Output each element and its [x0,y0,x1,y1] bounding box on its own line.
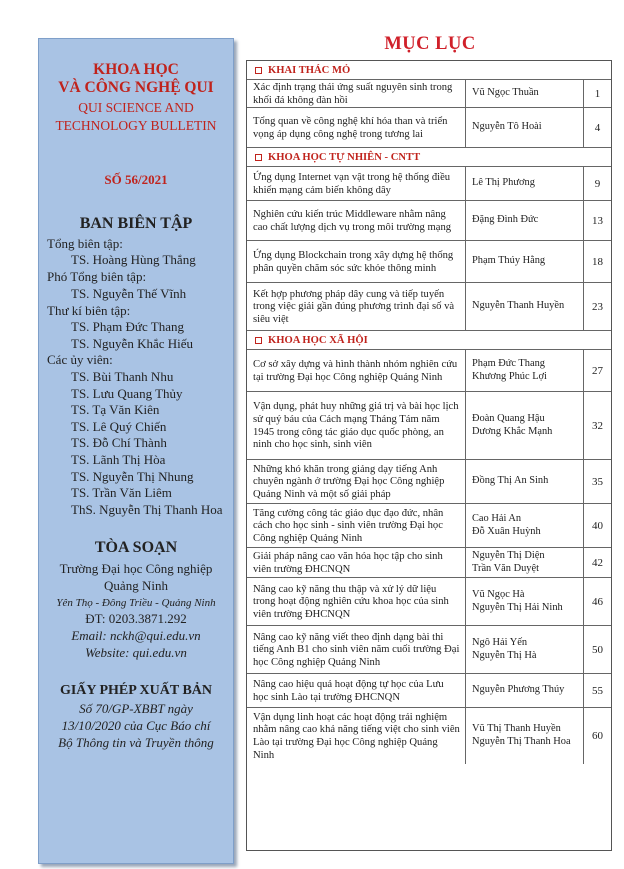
deputy-name: TS. Nguyễn Thế Vĩnh [71,286,187,301]
article-title: Ứng dụng Internet vạn vật trong hệ thống điều khiển mạng cảm biến không dây [247,167,466,200]
member-name: ThS. Nguyễn Thị Thanh Hoa [71,502,223,517]
toc-row [247,460,611,504]
article-authors [466,283,584,330]
article-page: 42 [592,556,603,569]
author-name: Vũ Ngọc Thuần [472,87,539,99]
article-authors [466,241,584,282]
article-title: Nâng cao hiệu quả hoạt động tự học của Lưu học sinh Lào tại trường ĐHCNQN [247,674,466,707]
member-name: TS. Nguyễn Thị Nhung [71,469,194,484]
article-authors [466,80,584,107]
checkbox-icon [255,154,262,161]
section-header [247,61,611,80]
deputy-label: Phó Tổng biên tập: [47,269,147,284]
member-name: TS. Trần Văn Liêm [71,485,172,500]
member-name: TS. Tạ Văn Kiên [71,402,160,417]
section-title: KHAI THÁC MỎ [268,64,351,76]
office-address: Yên Thọ - Đông Triều - Quảng Ninh [56,597,216,609]
article-title: Vận dụng, phát huy những giá trị và bài học lịch sử quý báu của Cách mạng Tháng Tám năm 1945 trong công tác giáo dục quốc phòng, an ninh cho học sinh, sinh viên [247,392,466,459]
toc-row [247,108,611,148]
author-name: Đặng Đình Đức [472,214,539,226]
article-title: Cơ sở xây dựng và hình thành nhóm nghiên cứu tại trường Đại học Công nghiệp Quảng Ninh [247,350,466,391]
toc-table [246,60,612,851]
journal-title-line1: KHOA HỌC [93,61,179,78]
article-authors [466,504,584,547]
member-name: TS. Đỗ Chí Thành [71,435,167,450]
article-title: Giải pháp nâng cao văn hóa học tập cho sinh viên trường ĐHCNQN [247,548,466,577]
author-name: Đồng Thị An Sinh [472,475,549,487]
article-title: Nâng cao kỹ năng viết theo định dạng bài thi tiếng Anh B1 cho sinh viên năm cuối trường Đại học Công nghiệp Quảng Ninh [247,626,466,673]
article-authors [466,167,584,200]
editor-chief-label: Tổng biên tập: [47,236,123,251]
author-name: Khương Phúc Lợi [472,370,547,382]
license-heading: GIẤY PHÉP XUẤT BẢN [59,683,213,698]
article-title: Nghiên cứu kiến trúc Middleware nhằm nâng cao chất lượng dịch vụ trong môi trường mạng [247,201,466,240]
secretary-name: TS. Nguyễn Khắc Hiếu [71,336,194,351]
toc-row [247,504,611,548]
section-title: KHOA HỌC XÃ HỘI [268,334,368,346]
toc-row [247,708,611,764]
author-name: Lê Thị Phương [472,177,535,189]
author-name: Nguyễn Thị Diện [472,549,545,561]
section-title: KHOA HỌC TỰ NHIÊN - CNTT [268,151,421,163]
office-heading: TÒA SOẠN [94,539,178,556]
article-title: Nâng cao kỹ năng thu thập và xử lý dữ liệu trong hoạt động nghiên cứu khoa học của sinh viên trường ĐHCNQN [247,578,466,625]
article-page: 32 [592,419,603,432]
article-title: Tổng quan về công nghệ khí hóa than và triển vọng áp dụng công nghệ trong tương lai [247,108,466,147]
article-page: 50 [592,643,603,656]
toc-row [247,392,611,460]
member-name: TS. Lê Quý Chiến [71,419,167,434]
license-line3: Bộ Thông tin và Truyền thông [58,735,214,750]
author-name: Dương Khắc Mạnh [472,425,553,437]
board-heading: BAN BIÊN TẬP [79,215,193,232]
toc-row [247,578,611,626]
article-page: 40 [592,519,603,532]
author-name: Nguyễn Thị Hải Ninh [472,601,563,613]
toc-row [247,674,611,708]
toc-row [247,350,611,392]
article-authors [466,350,584,391]
article-page: 4 [594,121,601,134]
article-title: Ứng dụng Blockchain trong xây dựng hệ thống phân quyền chăm sóc sức khỏe thông minh [247,241,466,282]
toc-row [247,626,611,674]
secretary-name: TS. Phạm Đức Thang [71,319,184,334]
toc-row [247,548,611,578]
office-name-line1: Trường Đại học Công nghiệp [59,561,213,576]
toc-title: MỤC LỤC [384,34,476,54]
license-line1: Số 70/GP-XBBT ngày [79,701,193,716]
article-authors [466,392,584,459]
journal-subtitle-line2: TECHNOLOGY BULLETIN [55,118,217,133]
article-page: 1 [594,87,601,100]
section-header [247,331,611,350]
editor-chief-name: TS. Hoàng Hùng Thắng [71,252,196,267]
article-title: Vận dụng linh hoạt các hoạt động trải nghiệm nhằm nâng cao khả năng tiếng việt cho sinh viên Lào tại trường Đại học Công nghiệp Quảng Ninh [247,708,466,764]
author-name: Đoàn Quang Hậu [472,412,545,424]
article-page: 23 [592,300,603,313]
office-phone: ĐT: 0203.3871.292 [85,611,187,626]
article-authors [466,708,584,764]
author-name: Nguyễn Phương Thúy [472,684,565,696]
author-name: Nguyễn Thanh Huyền [472,300,565,312]
article-authors [466,108,584,147]
author-name: Đỗ Xuân Huỳnh [472,525,541,537]
toc-row [247,241,611,283]
members-label: Các ủy viên: [47,352,113,367]
article-page: 9 [594,177,601,190]
office-website: Website: qui.edu.vn [85,645,187,660]
article-page: 18 [592,255,603,268]
office-name-line2: Quảng Ninh [104,578,168,593]
article-authors [466,674,584,707]
article-authors [466,626,584,673]
article-title: Tăng cường công tác giáo dục đạo đức, nhân cách cho học sinh - sinh viên trường Đại học Công nghiệp Quảng Ninh [247,504,466,547]
journal-subtitle-line1: QUI SCIENCE AND [78,100,194,115]
checkbox-icon [255,337,262,344]
member-name: TS. Lãnh Thị Hòa [71,452,166,467]
author-name: Vũ Thị Thanh Huyền [472,723,561,735]
article-page: 55 [592,684,603,697]
author-name: Cao Hải An [472,512,522,524]
author-name: Vũ Ngọc Hà [472,588,525,600]
toc-row [247,201,611,241]
author-name: Phạm Đức Thang [472,357,545,369]
article-title: Những khó khăn trong giảng dạy tiếng Anh chuyên ngành ở trường Đại học Công nghiệp Quảng Ninh và một số giải pháp [247,460,466,503]
section-header [247,148,611,167]
article-page: 13 [592,214,603,227]
article-page: 35 [592,475,603,488]
author-name: Nguyễn Thị Thanh Hoa [472,736,571,747]
article-authors [466,201,584,240]
secretary-label: Thư kí biên tập: [47,303,131,318]
article-title: Xác định trạng thái ứng suất nguyên sinh trong khối đá không đàn hồi [247,80,466,107]
article-page: 27 [592,364,603,377]
license-line2: 13/10/2020 của Cục Báo chí [61,718,211,733]
author-name: Ngô Hải Yến [472,636,528,648]
office-email: Email: nckh@qui.edu.vn [71,628,201,643]
author-name: Nguyễn Thị Hà [472,649,537,661]
member-name: TS. Bùi Thanh Nhu [71,369,174,384]
author-name: Trần Văn Duyệt [472,562,539,574]
member-name: TS. Lưu Quang Thủy [71,386,183,401]
toc-row [247,283,611,331]
toc-row [247,80,611,108]
toc-row [247,167,611,201]
article-authors [466,548,584,577]
sidebar-panel [38,38,234,864]
author-name: Nguyễn Tô Hoài [472,121,542,133]
article-page: 60 [592,730,603,742]
article-authors [466,578,584,625]
journal-title-line2: VÀ CÔNG NGHỆ QUI [58,79,214,96]
article-authors [466,460,584,503]
author-name: Phạm Thúy Hằng [472,255,546,267]
article-page: 46 [592,595,603,608]
article-title: Kết hợp phương pháp dây cung và tiếp tuyến trong việc giải gần đúng phương trình đại số và siêu việt [247,283,466,330]
checkbox-icon [255,67,262,74]
issue-number: SỐ 56/2021 [104,172,168,187]
